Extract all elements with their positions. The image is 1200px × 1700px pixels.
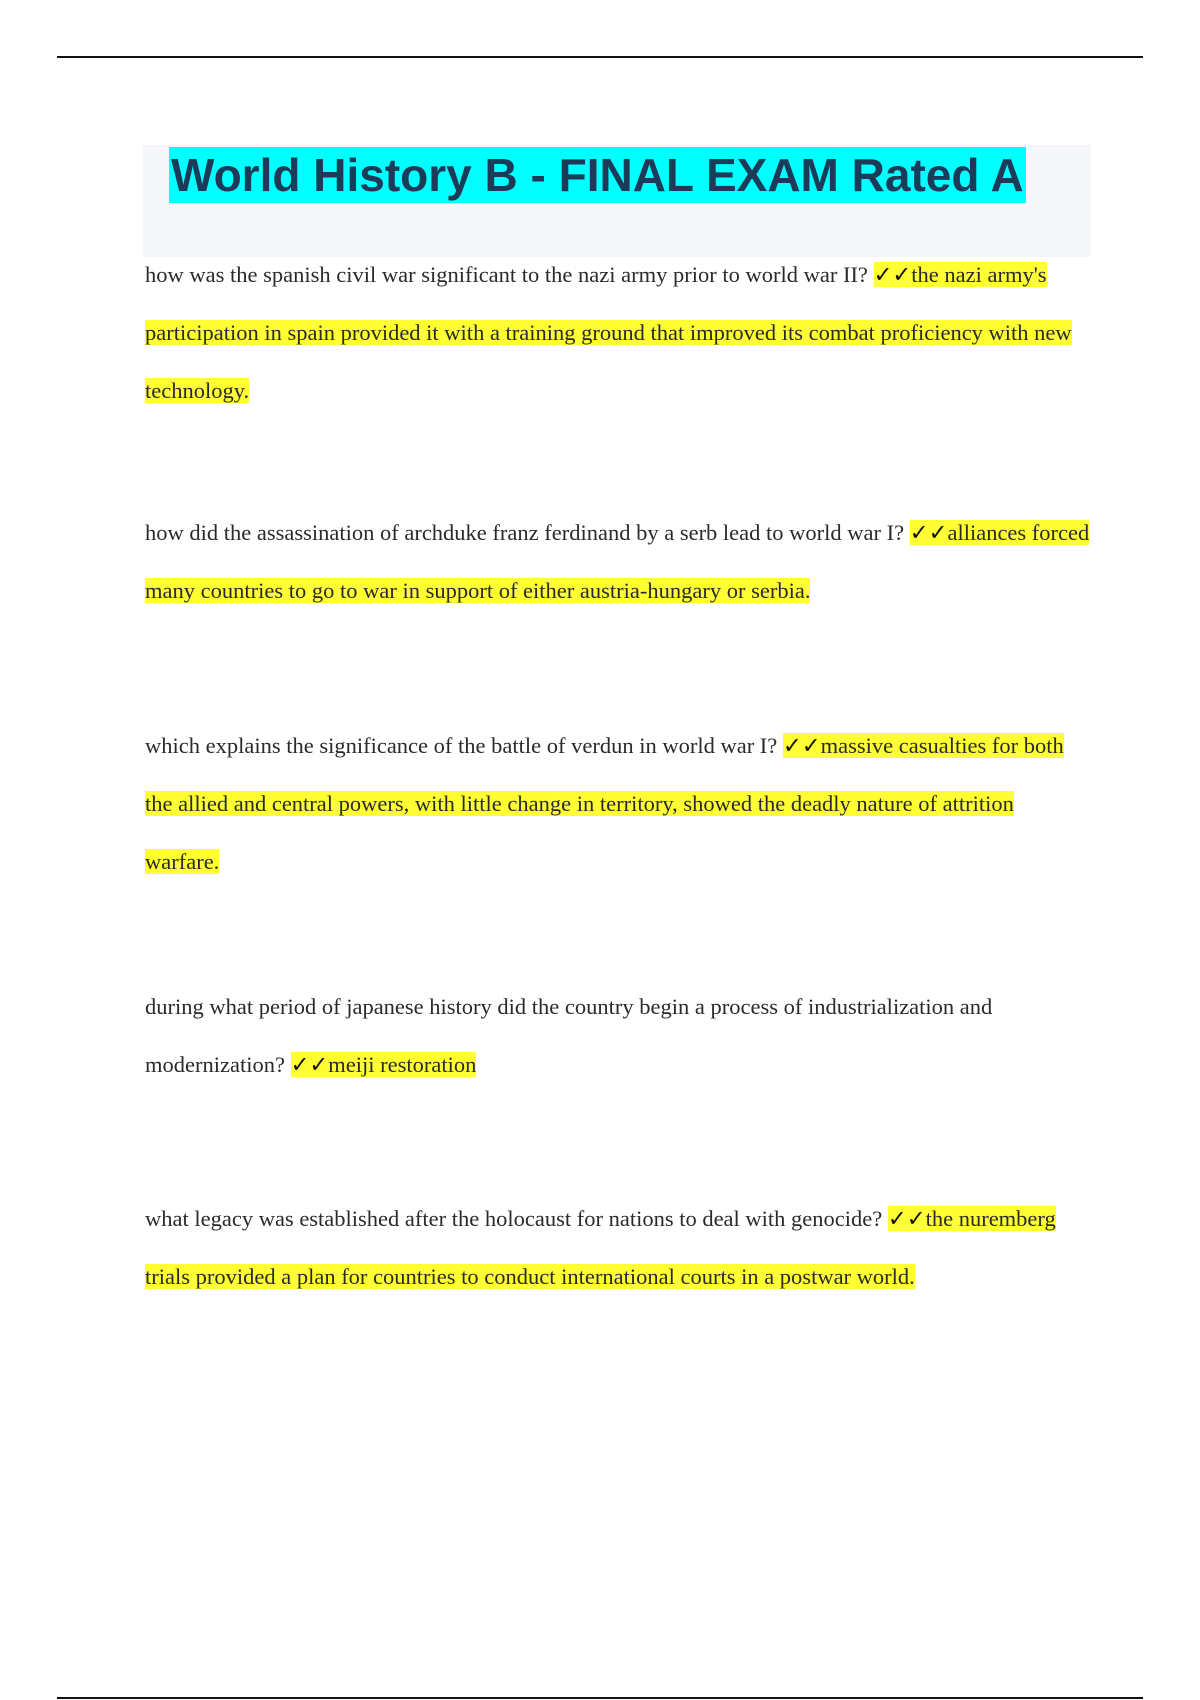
answer-text: the nuremberg trials provided a plan for countries to conduct international courts in a postwar world. (145, 1206, 1056, 1289)
answer-text: alliances forced many countries to go to war in support of either austria-hungary or serbia. (145, 520, 1090, 603)
qa-item-1 (145, 246, 1090, 420)
document-title: World History B - FINAL EXAM Rated A (171, 149, 1024, 201)
answer-text: meiji restoration (328, 1052, 477, 1077)
check-mark-icon: ✓✓ (873, 262, 912, 288)
answer-text: the nazi army's participation in spain provided it with a training ground that improved its combat proficiency with new technology. (145, 262, 1072, 403)
question-text: which explains the significance of the battle of verdun in world war I? (145, 733, 778, 758)
question-text: how was the spanish civil war significant to the nazi army prior to world war II? (145, 262, 868, 287)
answer-highlight (291, 1052, 477, 1077)
answer-text: massive casualties for both the allied and central powers, with little change in territory, showed the deadly nature of attrition warfare. (145, 733, 1064, 874)
check-mark-icon: ✓✓ (909, 520, 948, 546)
qa-item-3 (145, 717, 1090, 891)
question-text: during what period of japanese history did the country begin a process of industrialization and modernization? (145, 994, 993, 1077)
question-text: what legacy was established after the holocaust for nations to deal with genocide? (145, 1206, 883, 1231)
title-block (143, 145, 1091, 257)
qa-item-4 (145, 978, 1090, 1094)
footer-rule (57, 1697, 1143, 1699)
check-mark-icon: ✓✓ (290, 1052, 329, 1078)
qa-item-2 (145, 504, 1090, 620)
header-rule (57, 56, 1143, 58)
check-mark-icon: ✓✓ (782, 733, 821, 759)
qa-item-5 (145, 1190, 1090, 1306)
question-text: how did the assassination of archduke franz ferdinand by a serb lead to world war I? (145, 520, 905, 545)
check-mark-icon: ✓✓ (887, 1206, 926, 1232)
